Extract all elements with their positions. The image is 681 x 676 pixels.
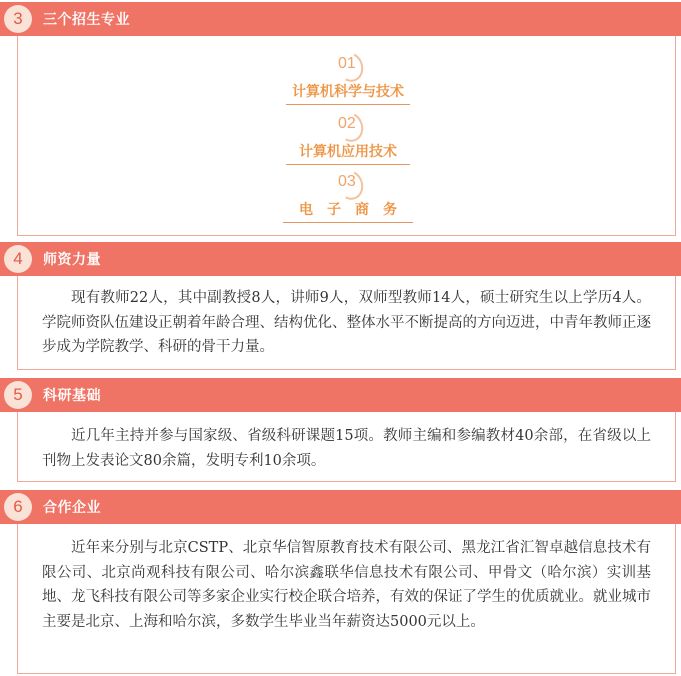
section-research [0, 378, 681, 482]
section-majors [0, 0, 681, 236]
major-item [18, 112, 677, 172]
section-title: 三个招生专业 [43, 11, 130, 27]
major-underline [286, 164, 410, 165]
major-name: 计算机应用技术 [299, 143, 397, 159]
major-item [18, 52, 677, 112]
section-header [0, 378, 681, 412]
section-title: 科研基础 [43, 387, 101, 403]
major-number: 01 [327, 52, 367, 80]
section-header [0, 490, 681, 524]
section-faculty [0, 242, 681, 370]
major-name: 计算机科学与技术 [292, 83, 404, 99]
section-box [17, 524, 676, 674]
section-paragraph: 现有教师22人，其中副教授8人，讲师9人，双师型教师14人，硕士研究生以上学历4人。学院师资队伍建设正朝着年龄合理、结构优化、整体水平不断提高的方向迈进，中青年教师正逐步成为学院教学、科研的骨干力量。 [42, 290, 651, 355]
section-box [17, 34, 676, 236]
section-number-badge: 6 [4, 493, 32, 521]
section-box [17, 412, 676, 482]
section-paragraph: 近几年主持并参与国家级、省级科研课题15项。教师主编和参编教材40余部，在省级以上刊物上发表论文80余篇，发明专利10余项。 [42, 428, 651, 469]
section-box [17, 276, 676, 370]
major-number: 02 [327, 112, 367, 140]
section-title: 师资力量 [43, 251, 101, 267]
section-number-badge: 4 [4, 245, 32, 273]
section-header [0, 2, 681, 36]
major-item [18, 170, 677, 230]
section-header [0, 242, 681, 276]
section-paragraph: 近年来分别与北京CSTP、北京华信智原教育技术有限公司、黑龙江省汇智卓越信息技术有限公司、北京尚观科技有限公司、哈尔滨鑫联华信息技术有限公司、甲骨文（哈尔滨）实训基地、龙飞科技有限公司等多家企业实行校企联合培养，有效的保证了学生的优质就业。就业城市主要是北京、上海和哈尔滨，多数学生毕业当年薪资达5000元以上。 [42, 540, 651, 630]
major-underline [286, 104, 410, 105]
major-number: 03 [327, 170, 367, 198]
major-underline [283, 222, 413, 223]
section-partners [0, 490, 681, 672]
section-number-badge: 3 [4, 5, 32, 33]
major-name: 电 子 商 务 [299, 201, 397, 217]
section-number-badge: 5 [4, 381, 32, 409]
section-title: 合作企业 [43, 499, 101, 515]
